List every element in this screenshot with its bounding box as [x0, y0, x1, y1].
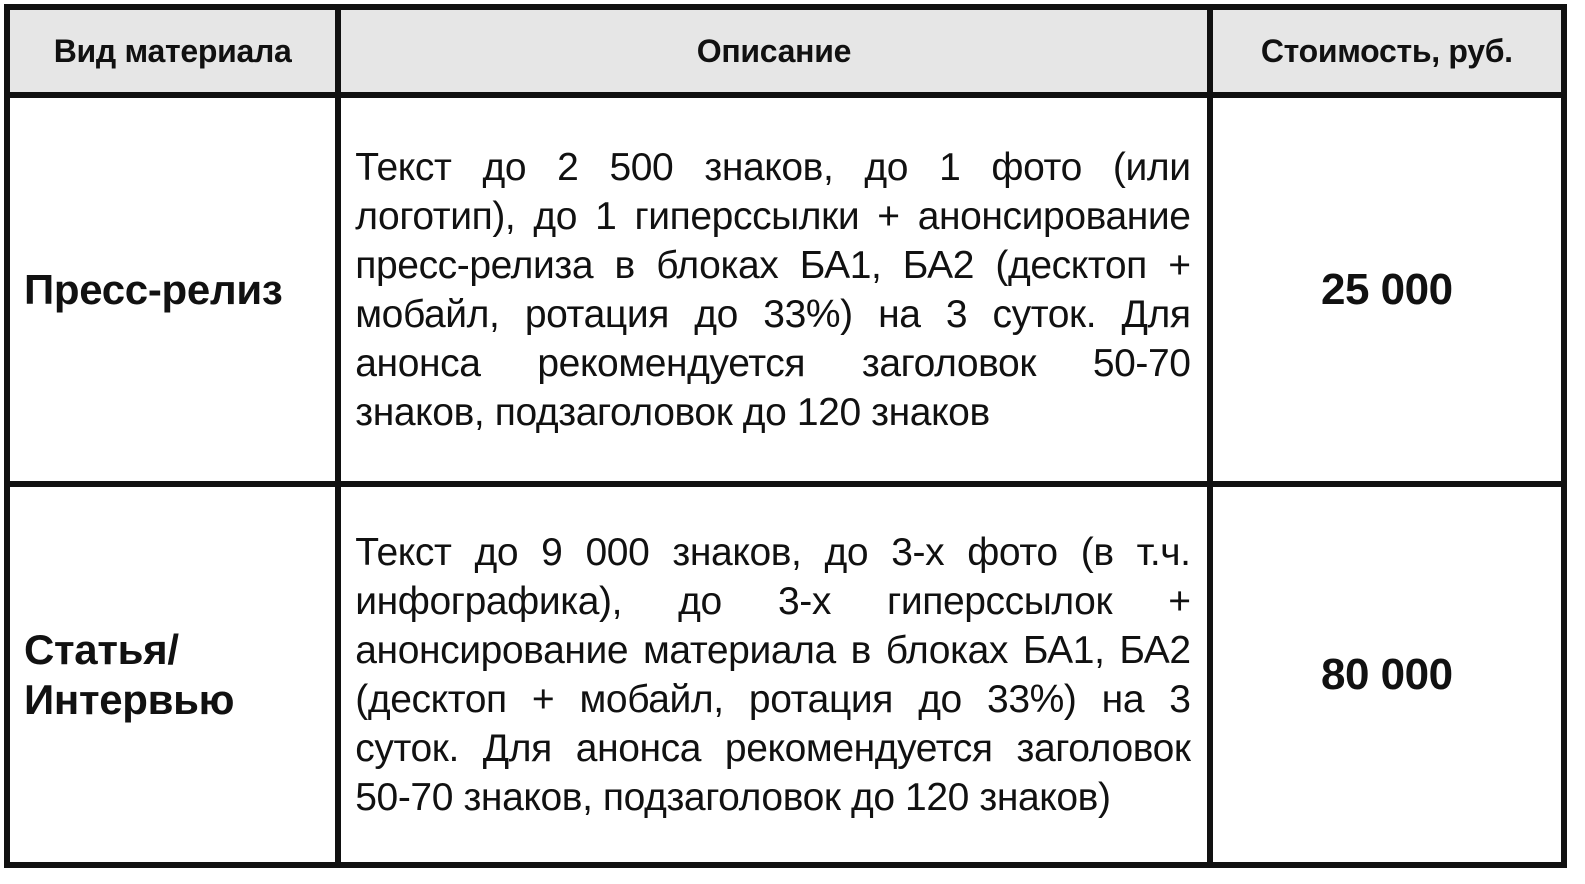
description-cell: Текст до 2 500 знаков, до 1 фото (или логотип), до 1 гиперссылки + анонсирование пресс-релиза в блоках БА1, БА2 (десктоп + мобайл, ротация до 33%) на 3 суток. Для анонса рекомендуется заголовок 50-70 знаков, подзаголовок до 120 знаков — [338, 95, 1209, 484]
price-cell: 25 000 — [1210, 95, 1564, 484]
price-table — [4, 4, 1567, 868]
header-description: Описание — [338, 7, 1209, 95]
material-type-cell: Статья/ Интервью — [7, 484, 338, 865]
material-type-cell: Пресс-релиз — [7, 95, 338, 484]
table-row — [7, 484, 1564, 865]
table-row — [7, 95, 1564, 484]
price-cell: 80 000 — [1210, 484, 1564, 865]
header-price: Стоимость, руб. — [1210, 7, 1564, 95]
description-cell: Текст до 9 000 знаков, до 3-х фото (в т.ч. инфографика), до 3-х гиперссылок + анонсирование материала в блоках БА1, БА2 (десктоп + мобайл, ротация до 33%) на 3 суток. Для анонса рекомендуется заголовок 50-70 знаков, подзаголовок до 120 знаков) — [338, 484, 1209, 865]
table-header-row — [7, 7, 1564, 95]
header-material-type: Вид материала — [7, 7, 338, 95]
